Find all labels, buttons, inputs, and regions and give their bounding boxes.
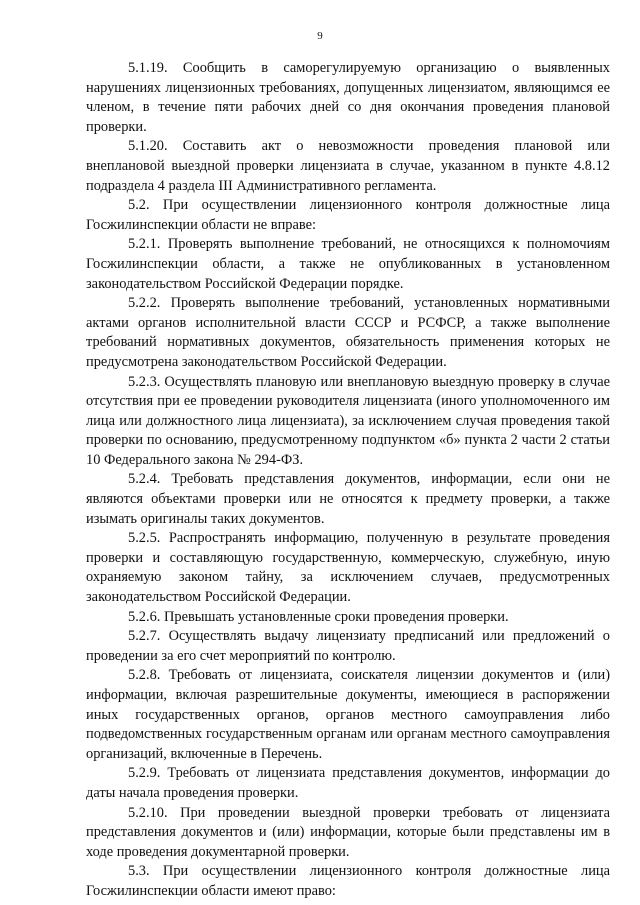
paragraph-5-2-5: 5.2.5. Распространять информацию, полученную в результате проведения проверки и составляющую государственную, коммерческую, служебную, иную охраняемую законом тайну, за исключением случаев, предусмотренных законодательством Российской Федерации.: [86, 530, 610, 606]
paragraph-5-2-6: 5.2.6. Превышать установленные сроки проведения проверки.: [128, 608, 509, 625]
paragraph-5-2-7: 5.2.7. Осуществлять выдачу лицензиату предписаний или предложений о проведении за его счет мероприятий по контролю.: [86, 628, 610, 664]
paragraph-5-2: 5.2. При осуществлении лицензионного контроля должностные лица Госжилинспекции области не вправе:: [86, 197, 610, 233]
document-body: [86, 59, 610, 902]
paragraph-5-1-20: 5.1.20. Составить акт о невозможности проведения плановой или внеплановой выездной проверки лицензиата в случае, указанном в пункте 4.8.12 подраздела 4 раздела III Административного регламента.: [86, 138, 610, 194]
paragraph-5-2-2: 5.2.2. Проверять выполнение требований, установленных нормативными актами органов исполнительной власти СССР и РСФСР, а также выполнение требований нормативных документов, обязательность применения которых не предусмотрена законодательством Российской Федерации.: [86, 295, 610, 370]
paragraph-5-2-3: 5.2.3. Осуществлять плановую или внеплановую выездную проверку в случае отсутствия при ее проведении руководителя лицензиата (иного уполномоченного им лица или должностного лица лицензиата), за исключением случая проведения такой проверки по основанию, предусмотренному подпунктом «б» пункта 2 части 2 статьи 10 Федерального закона № 294-ФЗ.: [86, 373, 610, 468]
paragraph-5-2-1: 5.2.1. Проверять выполнение требований, не относящихся к полномочиям Госжилинспекции области, а также не опубликованных в установленном законодательством Российской Федерации порядке.: [86, 236, 610, 292]
paragraph-5-2-9: 5.2.9. Требовать от лицензиата представления документов, информации до даты начала проведения проверки.: [86, 765, 610, 801]
paragraph-5-3: 5.3. При осуществлении лицензионного контроля должностные лица Госжилинспекции области имеют право:: [86, 863, 610, 899]
paragraph-5-2-8: 5.2.8. Требовать от лицензиата, соискателя лицензии документов и (или) информации, включая разрешительные документы, имеющиеся в распоряжении иных государственных органов, органов местного самоуправления либо подведомственных государственным органам или органам местного самоуправления организаций, включенные в Перечень.: [86, 667, 610, 762]
paragraph-5-2-4: 5.2.4. Требовать представления документов, информации, если они не являются объектами проверки или не относятся к предмету проверки, а также изымать оригиналы таких документов.: [86, 471, 610, 527]
page-number: 9: [317, 30, 323, 42]
paragraph-5-1-19: 5.1.19. Сообщить в саморегулируемую организацию о выявленных нарушениях лицензионных требованиях, допущенных лицензиатом, являющимся ее членом, в течение пяти рабочих дней со дня окончания проведения плановой проверки.: [86, 60, 610, 135]
paragraph-5-2-10: 5.2.10. При проведении выездной проверки требовать от лицензиата представления документов и (или) информации, которые были представлены им в ходе проведения документарной проверки.: [86, 804, 610, 860]
